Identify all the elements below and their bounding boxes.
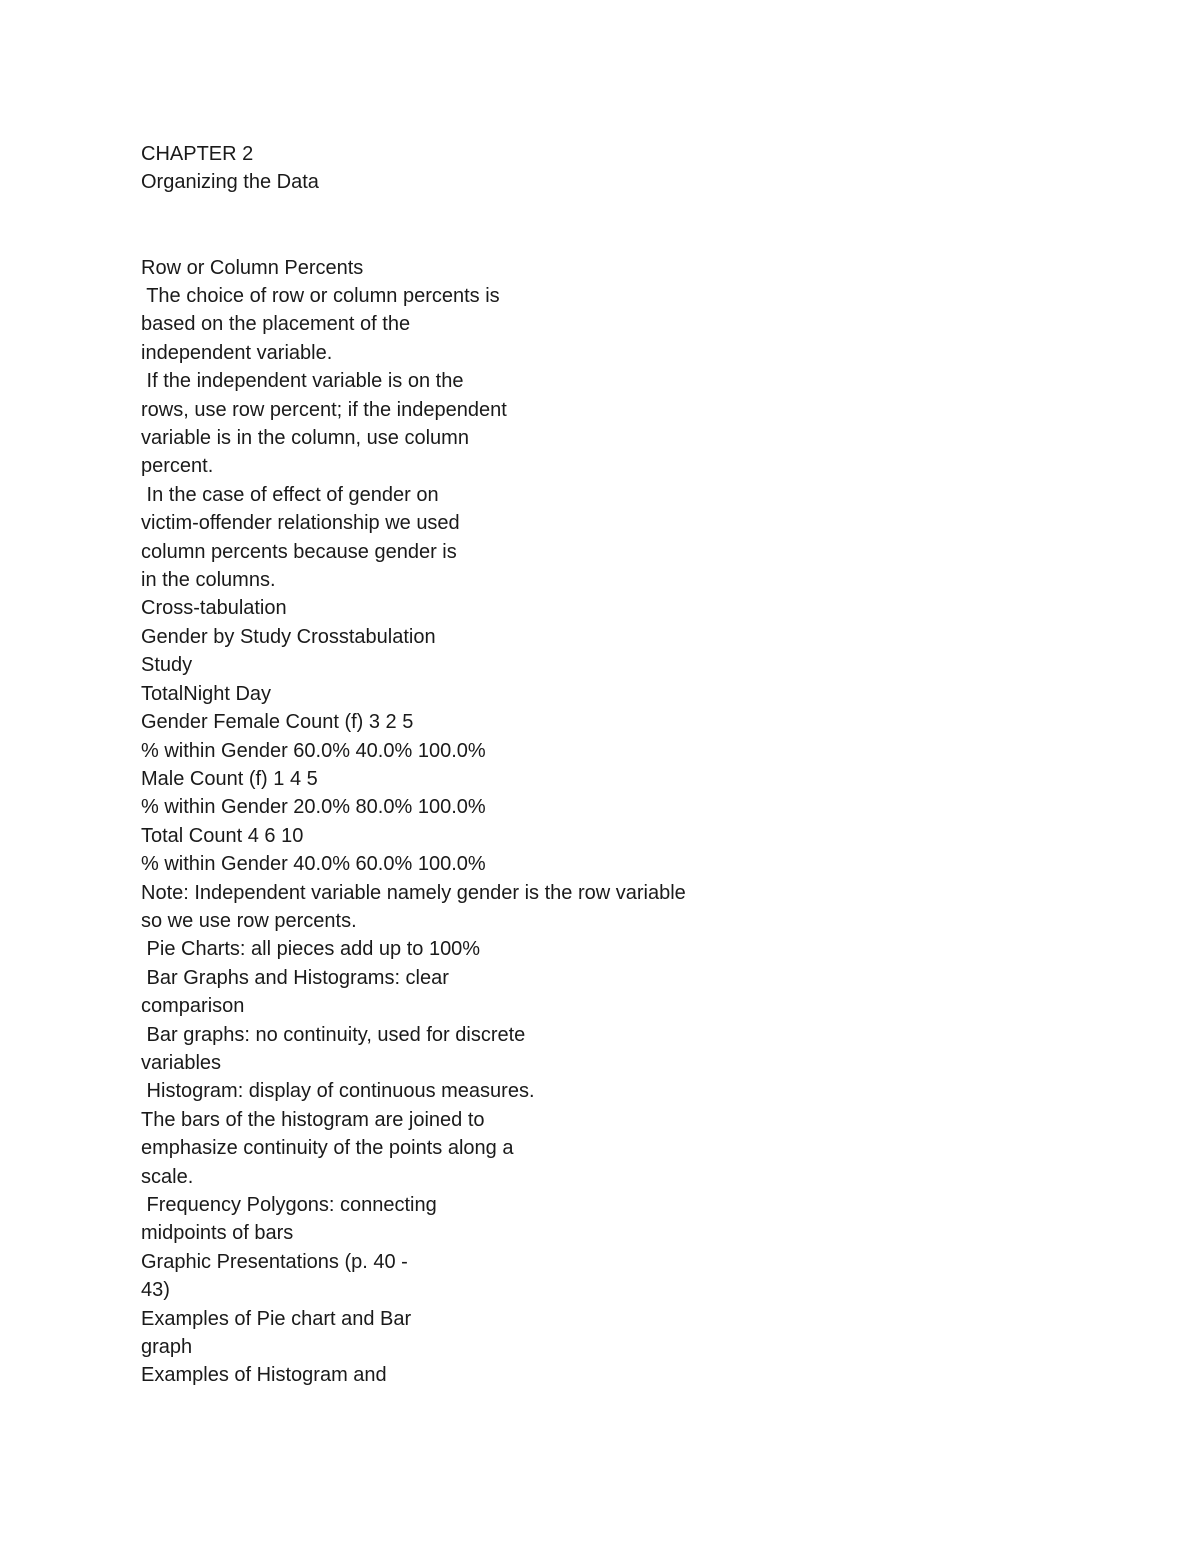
text-line: comparison bbox=[141, 995, 245, 1018]
text-line: column percents because gender is bbox=[141, 540, 457, 563]
text-line: in the columns. bbox=[141, 569, 276, 592]
text-line: based on the placement of the bbox=[141, 313, 411, 336]
text-line: Graphic Presentations (p. 40 - bbox=[141, 1250, 408, 1273]
text-line: variable is in the column, use column bbox=[141, 427, 469, 450]
text-line: Examples of Histogram and bbox=[141, 1364, 387, 1387]
text-line: midpoints of bars bbox=[141, 1222, 294, 1245]
note-line: Note: Independent variable namely gender is the row variable bbox=[141, 881, 686, 904]
text-line: Examples of Pie chart and Bar bbox=[141, 1307, 412, 1330]
table-line: Gender Female Count (f) 3 2 5 bbox=[141, 711, 414, 734]
table-line: TotalNight Day bbox=[141, 682, 272, 705]
text-line: victim-offender relationship we used bbox=[141, 512, 460, 535]
table-line: Total Count 4 6 10 bbox=[141, 824, 304, 847]
table-line: % within Gender 40.0% 60.0% 100.0% bbox=[141, 853, 486, 876]
text-line: If the independent variable is on the bbox=[141, 370, 464, 393]
table-line: Male Count (f) 1 4 5 bbox=[141, 767, 318, 790]
chapter-heading: CHAPTER 2 bbox=[141, 143, 254, 165]
chapter-subtitle: Organizing the Data bbox=[141, 171, 319, 194]
text-line: The bars of the histogram are joined to bbox=[141, 1108, 485, 1131]
blank-gap bbox=[141, 197, 941, 254]
text-line: Histogram: display of continuous measures. bbox=[141, 1080, 535, 1103]
text-line: In the case of effect of gender on bbox=[141, 483, 439, 506]
text-line: Pie Charts: all pieces add up to 100% bbox=[141, 938, 481, 961]
text-line: independent variable. bbox=[141, 341, 333, 364]
text-line: graph bbox=[141, 1336, 193, 1359]
text-line: variables bbox=[141, 1051, 222, 1074]
table-line: Study bbox=[141, 654, 193, 677]
table-line: % within Gender 60.0% 40.0% 100.0% bbox=[141, 739, 486, 762]
table-line: % within Gender 20.0% 80.0% 100.0% bbox=[141, 796, 486, 819]
text-line: 43) bbox=[141, 1279, 170, 1302]
text-line: Bar graphs: no continuity, used for discrete bbox=[141, 1023, 526, 1046]
text-line: percent. bbox=[141, 455, 214, 478]
section-heading-row-column-percents: Row or Column Percents bbox=[141, 256, 364, 279]
text-line: Bar Graphs and Histograms: clear bbox=[141, 966, 449, 989]
section-heading-cross-tabulation: Cross-tabulation bbox=[141, 597, 287, 620]
table-title: Gender by Study Crosstabulation bbox=[141, 625, 436, 648]
text-line: Frequency Polygons: connecting bbox=[141, 1194, 437, 1217]
note-line: so we use row percents. bbox=[141, 909, 357, 932]
text-line: The choice of row or column percents is bbox=[141, 285, 500, 308]
text-line: scale. bbox=[141, 1165, 194, 1188]
document-text bbox=[141, 140, 941, 1390]
text-line: rows, use row percent; if the independent bbox=[141, 398, 507, 421]
text-line: emphasize continuity of the points along a bbox=[141, 1137, 514, 1160]
